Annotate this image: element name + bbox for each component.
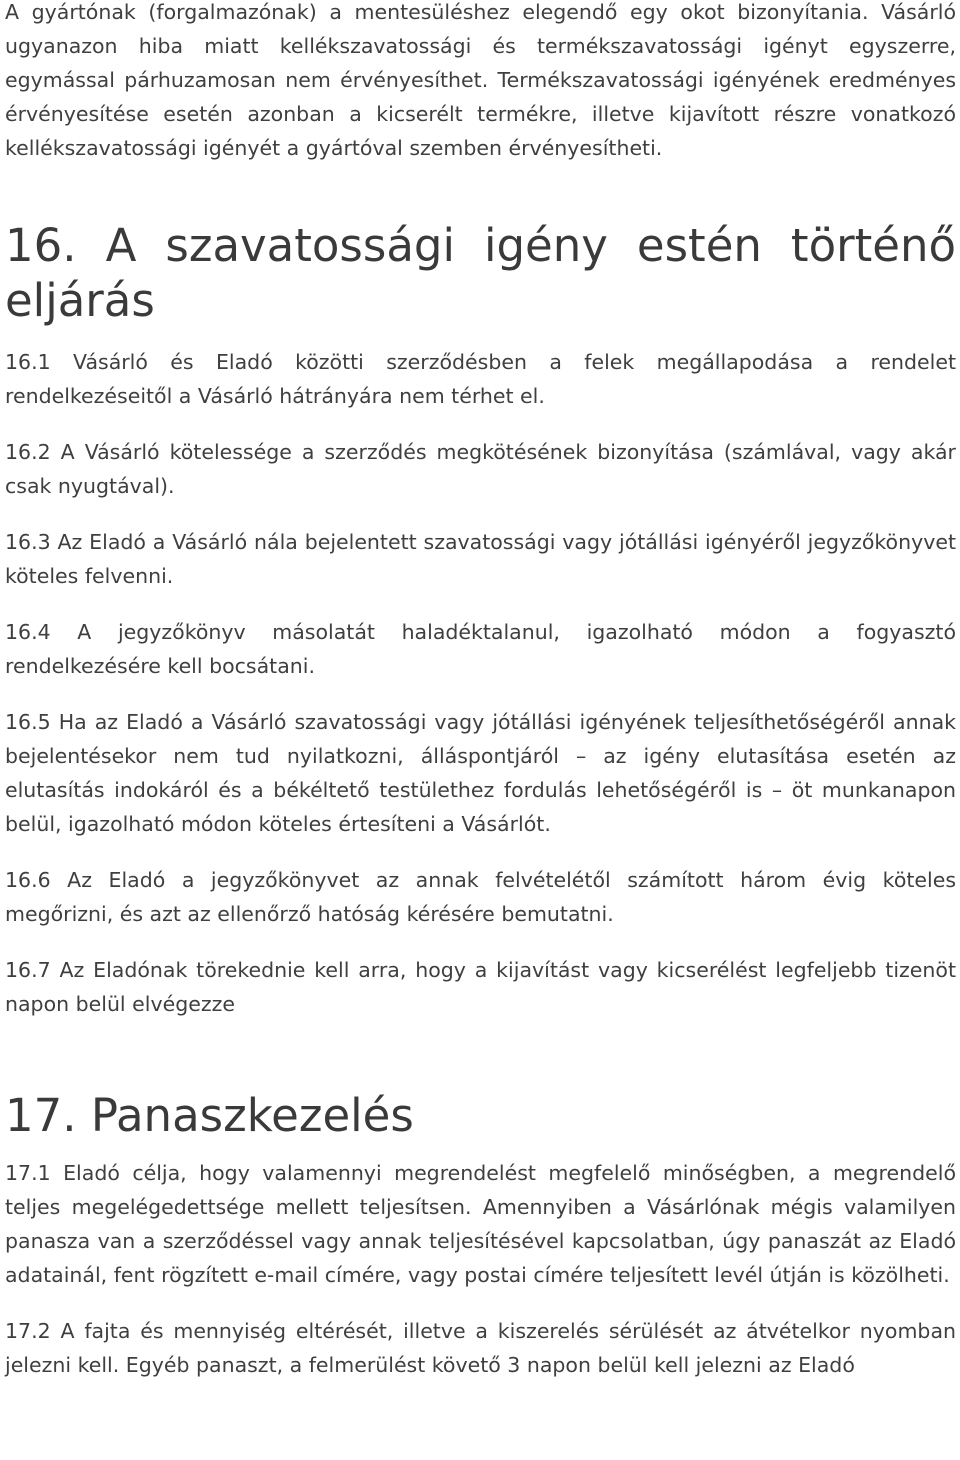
- section-16-heading: 16. A szavatossági igény estén történő eljárás: [5, 219, 956, 327]
- paragraph-16-5: 16.5 Ha az Eladó a Vásárló szavatossági vagy jótállási igényének teljesíthetőségéről annak bejelentésekor nem tud nyilatkozni, álláspontjáról – az igény elutasítása esetén az elutasítás indokáról és a békéltető testülethez fordulás lehetőségéről is – öt munkanapon belül, igazolható módon köteles értesíteni a Vásárlót.: [5, 710, 956, 836]
- paragraph-16-3: 16.3 Az Eladó a Vásárló nála bejelentett szavatossági vagy jótállási igényéről jegyzőkönyvet köteles felvenni.: [5, 530, 956, 588]
- paragraph-16-7: 16.7 Az Eladónak törekednie kell arra, hogy a kijavítást vagy kicserélést legfeljebb tizenöt napon belül elvégezze: [5, 958, 956, 1016]
- paragraph-16-4: 16.4 A jegyzőkönyv másolatát haladéktalanul, igazolható módon a fogyasztó rendelkezésére kell bocsátani.: [5, 620, 956, 678]
- intro-paragraph: A gyártónak (forgalmazónak) a mentesüléshez elegendő egy okot bizonyítania. Vásárló ugyanazon hiba miatt kellékszavatossági és termékszavatossági igényt egyszerre, egymással párhuzamosan nem érvényesíthet. Termékszavatossági igényének eredményes érvényesítése esetén azonban a kicserélt termékre, illetve kijavított részre vonatkozó kellékszavatossági igényét a gyártóval szemben érvényesítheti.: [5, 0, 956, 160]
- paragraph-17-2: 17.2 A fajta és mennyiség eltérését, illetve a kiszerelés sérülését az átvételkor nyomban jelezni kell. Egyéb panaszt, a felmerülést követő 3 napon belül kell jelezni az Eladó: [5, 1319, 956, 1377]
- document-page: [5, 0, 956, 1382]
- paragraph-16-2: 16.2 A Vásárló kötelessége a szerződés megkötésének bizonyítása (számlával, vagy akár csak nyugtával).: [5, 440, 956, 498]
- section-17-heading: 17. Panaszkezelés: [5, 1089, 414, 1142]
- paragraph-17-1: 17.1 Eladó célja, hogy valamennyi megrendelést megfelelő minőségben, a megrendelő teljes megelégedettsége mellett teljesítsen. Amennyiben a Vásárlónak mégis valamilyen panasza van a szerződéssel vagy annak teljesítésével kapcsolatban, úgy panaszát az Eladó adatainál, fent rögzített e-mail címére, vagy postai címére teljesített levél útján is közölheti.: [5, 1161, 956, 1287]
- paragraph-16-1: 16.1 Vásárló és Eladó közötti szerződésben a felek megállapodása a rendelet rendelkezéseitől a Vásárló hátrányára nem térhet el.: [5, 350, 956, 408]
- paragraph-16-6: 16.6 Az Eladó a jegyzőkönyvet az annak felvételétől számított három évig köteles megőrizni, és azt az ellenőrző hatóság kérésére bemutatni.: [5, 868, 956, 926]
